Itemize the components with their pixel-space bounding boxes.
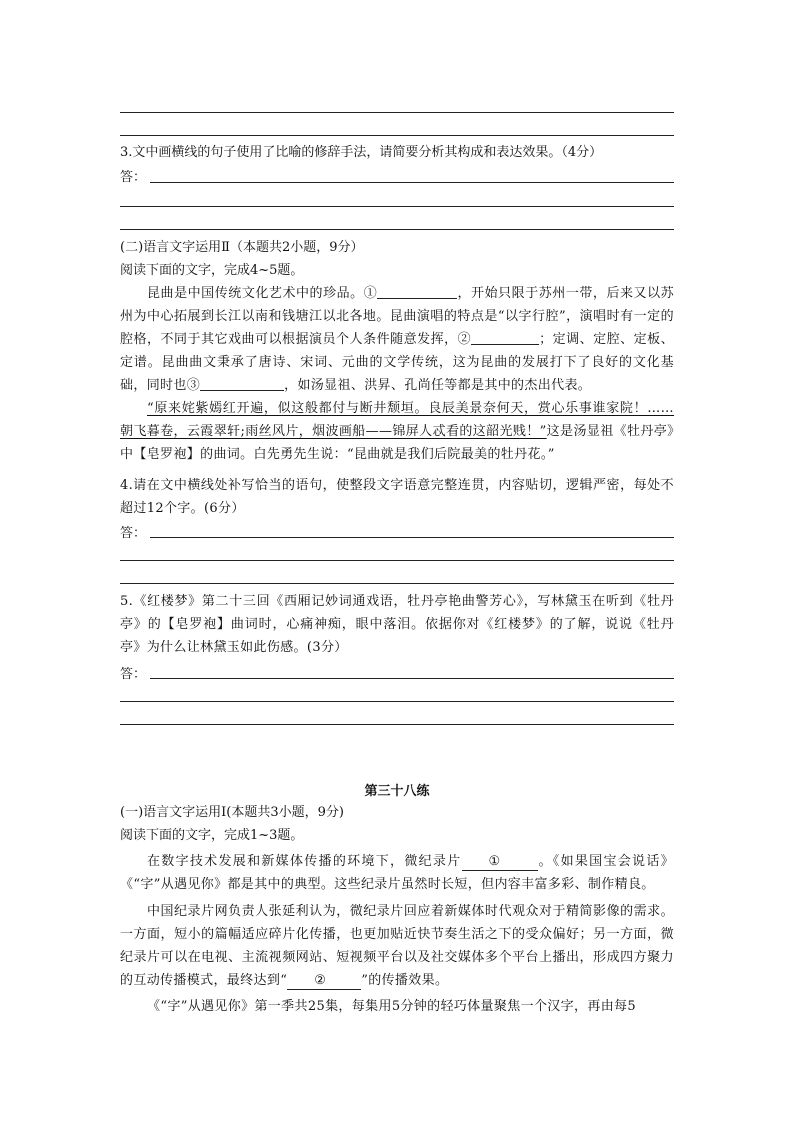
answer-line[interactable] xyxy=(120,701,674,702)
question-5: 5.《红楼梦》第二十三回《西厢记妙词通戏语，牡丹亭艳曲警芳心》，写林黛玉在听到《牡丹亭》的【皂罗袍】曲词时，心痛神痴，眼中落泪。依据你对《红楼梦》的了解，说说《牡丹亭》为什么让林黛玉如此伤感。(3分） xyxy=(120,594,674,655)
answer-label: 答： xyxy=(120,667,147,682)
para2-text-a: 中国纪录片网负责人张延利认为，微纪录片回应着新媒体时代观众对于精简影像的需求。一方面，短小的篇幅适应碎片化传播，也更加贴近快节奏生活之下的受众偏好；另一方面，微纪录片可以在电视、主流视频网站、短视频平台以及社交媒体多个平台上播出，形成四方聚力的互动传播模式，最终达到“ xyxy=(120,904,674,988)
question-4: 4.请在文中横线处补写恰当的语句，使整段文字语意完整连贯，内容贴切，逻辑严密，每处不超过12个字。(6分） xyxy=(120,478,674,516)
answer-line[interactable] xyxy=(150,537,674,538)
answer-line[interactable] xyxy=(120,560,674,561)
answer-line[interactable] xyxy=(120,135,674,136)
answer-line[interactable] xyxy=(120,724,674,725)
blank-1[interactable] xyxy=(377,284,457,299)
kunqu-paragraph xyxy=(120,282,674,397)
kunqu-text-c: ；定调、定腔、定板、定谱。昆曲曲文秉承了唐诗、宋词、元曲的文学传统，这为昆曲的发展打下了良好的文化基础，同时也③ xyxy=(120,332,674,393)
section-instruction: 阅读下面的文字，完成4~5题。 xyxy=(120,263,304,278)
answer-line[interactable] xyxy=(120,206,674,207)
blank-3[interactable] xyxy=(200,376,284,391)
question-3: 3.文中画横线的句子使用了比喻的修辞手法，请简要分析其构成和表达效果。（4分） xyxy=(120,145,603,160)
quote-source: 这是汤显祖《牡丹亭》中【皂罗袍】的曲词。白先勇先生说：“昆曲就是我们后院最美的牡丹花。” xyxy=(120,424,674,462)
para1-text-a: 在数字技术发展和新媒体传播的环境下，微纪录片 xyxy=(147,854,462,869)
underlined-quote: “原来姹紫嫣红开遍，似这般都付与断井颓垣。良辰美景奈何天，赏心乐事谁家院！……朝飞暮卷，云霞翠轩;雨丝风片，烟波画船——锦屏人忒看的这韶光贱！” xyxy=(120,401,674,439)
kunqu-text-b: ，开始只限于苏州一带，后来又以苏州为中心拓展到长江以南和钱塘江以北各地。昆曲演唱的特点是“以字行腔”，演唱时有一定的腔格，不同于其它戏曲可以根据演员个人条件随意发挥，② xyxy=(120,286,675,347)
blank-circle-2[interactable]: ② xyxy=(287,973,361,990)
documentary-paragraph-2 xyxy=(120,900,674,992)
quote-paragraph xyxy=(120,397,674,466)
answer-line[interactable] xyxy=(150,678,674,679)
answer-line[interactable] xyxy=(150,182,674,183)
answer-line[interactable] xyxy=(120,583,674,584)
documentary-paragraph-1 xyxy=(120,850,674,896)
answer-line[interactable] xyxy=(120,112,674,113)
lesson-heading: (一)语言文字运用Ⅰ(本题共3小题，9分) xyxy=(120,805,344,820)
answer-label: 答： xyxy=(120,170,147,185)
lesson-title: 第三十八练 xyxy=(364,784,430,799)
answer-line[interactable] xyxy=(120,229,674,230)
para2-text-b: ”的传播效果。 xyxy=(361,973,449,988)
lesson-instruction: 阅读下面的文字，完成1~3题。 xyxy=(120,828,304,843)
documentary-paragraph-3: 《“字”从遇见你》第一季共25集，每集用5分钟的轻巧体量聚焦一个汉字，再由每5 xyxy=(147,999,637,1014)
blank-2[interactable] xyxy=(471,330,539,345)
kunqu-text-d: ，如汤显祖、洪昇、孔尚任等都是其中的杰出代表。 xyxy=(284,378,592,393)
answer-label: 答： xyxy=(120,526,147,541)
section-heading: (二)语言文字运用Ⅱ（本题共2小题，9分） xyxy=(120,240,364,255)
kunqu-text-a: 昆曲是中国传统文化艺术中的珍品。① xyxy=(147,286,378,301)
blank-circle-1[interactable]: ① xyxy=(462,854,538,871)
para1-text-b: 。《如果国宝会说话》《“字”从遇见你》都是其中的典型。这些纪录片虽然时长短，但内容丰富多彩、制作精良。 xyxy=(120,854,674,892)
